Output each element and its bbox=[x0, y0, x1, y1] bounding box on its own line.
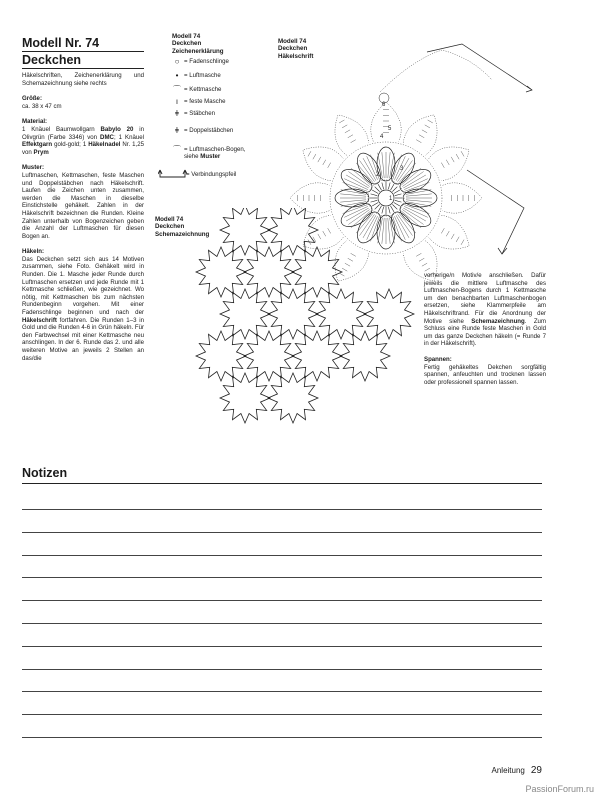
schema-motif-star bbox=[316, 289, 366, 339]
stitch-mark bbox=[422, 130, 427, 133]
schema-motif-star bbox=[292, 247, 342, 297]
star-point bbox=[429, 215, 469, 249]
haekeln-part: fortfahren. Die Runden 1–3 in Gold und die Runden 4-6 in Grün häkeln. Für den Farbwechsel mit einer Kettmasche neu anschlingen. In der 6. Runde das 2. und alle weiteren Motive an jeweils 2 Stellen an das/die bbox=[22, 316, 144, 362]
schema-motif-star bbox=[244, 331, 294, 381]
stitch-mark bbox=[351, 140, 356, 143]
stitch-mark bbox=[394, 190, 400, 194]
join-arrow-icon bbox=[427, 44, 532, 90]
chart-item: Deckchen bbox=[278, 45, 308, 53]
legend-row-luftmasche bbox=[170, 72, 221, 79]
muster-heading: Muster: bbox=[22, 164, 45, 172]
right-column bbox=[424, 272, 546, 386]
star-point bbox=[429, 147, 469, 181]
schema-model: Modell 74 bbox=[155, 216, 184, 223]
material-part: Nr. 1,25 von bbox=[22, 141, 144, 156]
item-rule bbox=[22, 68, 144, 69]
legend-label: = Verbindungspfeil bbox=[186, 171, 237, 178]
round-number: 6 bbox=[382, 102, 386, 108]
round-number: 5 bbox=[388, 126, 392, 132]
haekeln-part: Das Deckchen setzt sich aus 14 Motiven zusammen, siehe Foto. Gehäkelt wird in Runden. Die 1. Masche jeder Runde durch Luftmaschen ersetzen und jede Runde mit 1 Kettmasche schließen, wie gezeichnet. Wo nötig, mit Kettmaschen bis zum nächsten Rundenbeginn vorgehen. Mit einer Fadenschlinge beginnen und nach der bbox=[22, 255, 144, 317]
model-title: Modell Nr. 74 bbox=[22, 36, 100, 50]
note-line bbox=[22, 714, 542, 715]
schema-drawing bbox=[195, 208, 415, 436]
stitch-mark bbox=[395, 200, 402, 202]
material-part: ; 1 Knäuel bbox=[113, 133, 144, 141]
star-point bbox=[371, 102, 401, 141]
material-part: 1 Knäuel Baumwollgarn bbox=[22, 125, 101, 133]
material-heading: Material: bbox=[22, 118, 48, 126]
stitch-mark bbox=[360, 160, 375, 181]
star-point bbox=[335, 115, 369, 155]
hook-label: Häkelnadel bbox=[88, 141, 121, 149]
legend-item: Deckchen bbox=[172, 40, 202, 48]
round-number: 2 bbox=[376, 172, 380, 178]
material-part: in Olivgrün (Farbe 3346) von bbox=[22, 125, 144, 141]
join-arrow-icon bbox=[498, 248, 507, 254]
stitch-mark bbox=[388, 183, 390, 190]
haekeln-bold: Häkelschrift bbox=[22, 316, 57, 324]
double-crochet-icon: ǂ bbox=[174, 109, 180, 118]
join-text bbox=[424, 272, 546, 348]
stitch-mark bbox=[451, 234, 454, 239]
legend-label-line: = Luftmaschen-Bogen, bbox=[184, 146, 246, 153]
schema-title: Schemazeichnung bbox=[155, 230, 210, 238]
size-text: ca. 38 x 47 cm bbox=[22, 102, 62, 110]
schema-motif-star bbox=[220, 208, 270, 255]
schema-motif-star bbox=[364, 289, 414, 339]
schema-motif-star bbox=[220, 289, 270, 339]
star-point bbox=[303, 147, 343, 181]
yarn-name: Babylo 20 bbox=[100, 125, 134, 133]
legend-label: = Kettmasche bbox=[184, 86, 222, 93]
chain-ring-icon: ○ bbox=[174, 57, 180, 66]
stitch-mark bbox=[422, 263, 427, 266]
stitch-mark bbox=[375, 187, 380, 192]
schema-motif-star bbox=[268, 373, 318, 423]
stitch-mark bbox=[308, 151, 311, 156]
single-crochet-icon: ı bbox=[175, 97, 179, 106]
stitch-mark bbox=[372, 203, 378, 207]
stitch-mark bbox=[363, 158, 376, 181]
stitch-mark bbox=[340, 194, 366, 196]
stitch-mark bbox=[451, 157, 454, 162]
legend-label bbox=[184, 146, 246, 160]
stitch-mark bbox=[419, 258, 424, 261]
schema-motif-star bbox=[244, 247, 294, 297]
stitch-mark bbox=[371, 194, 378, 196]
legend-label: = Doppelstäbchen bbox=[184, 127, 234, 134]
star-point bbox=[443, 183, 482, 213]
brand-name: DMC bbox=[100, 133, 114, 141]
left-column bbox=[22, 36, 144, 362]
effect-yarn: Effektgarn bbox=[22, 141, 53, 149]
stitch-mark bbox=[371, 200, 378, 202]
stitch-mark bbox=[416, 253, 421, 256]
page-footer bbox=[492, 765, 542, 776]
stitch-mark bbox=[339, 120, 344, 123]
note-line bbox=[22, 691, 542, 692]
treble-crochet-icon: ǂ bbox=[174, 126, 180, 135]
legend-label: = Fadenschlinge bbox=[184, 58, 229, 65]
stitch-mark bbox=[446, 231, 449, 236]
legend-row-doppelstaebchen bbox=[170, 127, 233, 134]
stitch-mark bbox=[382, 152, 384, 178]
title-rule bbox=[22, 51, 144, 52]
stitch-mark bbox=[441, 228, 444, 233]
page-number: 29 bbox=[530, 765, 542, 776]
schema-motif-star bbox=[196, 331, 246, 381]
stitch-mark bbox=[419, 135, 424, 138]
spannen-text: Fertig gehäkeltes Dekchen sorgfältig spannen, anfeuchten und trocknen lassen oder professionell spannen lassen. bbox=[424, 363, 546, 386]
legend-row-verbindungspfeil bbox=[186, 171, 236, 178]
note-line bbox=[22, 509, 542, 510]
note-line bbox=[22, 623, 542, 624]
stitch-mark bbox=[461, 240, 464, 245]
stitch-mark bbox=[323, 160, 326, 165]
connector-arrow-icon bbox=[158, 168, 188, 184]
stitch-mark bbox=[382, 183, 384, 190]
stitch-mark bbox=[388, 152, 390, 178]
size-heading: Größe: bbox=[22, 95, 42, 103]
stitch-mark bbox=[428, 120, 433, 123]
stitch-mark bbox=[318, 157, 321, 162]
round-number: 1 bbox=[389, 196, 393, 202]
stitch-mark bbox=[313, 154, 316, 159]
slip-stitch-icon: ⌒ bbox=[173, 85, 181, 94]
stitch-mark bbox=[328, 163, 331, 168]
legend-row-fadenschlinge bbox=[170, 58, 229, 65]
schema-motif-star bbox=[196, 247, 246, 297]
legend-title: Zeichenerklärung bbox=[172, 47, 224, 55]
stitch-mark bbox=[425, 125, 430, 128]
schema-item: Deckchen bbox=[155, 223, 185, 231]
chain-stitch-icon: • bbox=[175, 71, 179, 80]
stitch-mark bbox=[378, 184, 382, 190]
note-line bbox=[22, 737, 542, 738]
stitch-mark bbox=[406, 200, 432, 202]
stitch-mark bbox=[416, 140, 421, 143]
stitch-mark bbox=[391, 184, 395, 190]
stitch-mark bbox=[348, 172, 369, 187]
chart-model: Modell 74 bbox=[278, 38, 307, 45]
stitch-mark bbox=[340, 200, 366, 202]
stitch-mark bbox=[446, 160, 449, 165]
schema-motif-star bbox=[292, 331, 342, 381]
stitch-mark bbox=[395, 194, 402, 196]
schema-link-word: Schemazeichnung bbox=[471, 317, 525, 325]
star-point bbox=[403, 115, 437, 155]
muster-link-word: Muster bbox=[200, 153, 221, 160]
stitch-mark bbox=[456, 237, 459, 242]
intro-text: Häkelschriften, Zeichenerklärung und Schemazeichnung siehe rechts bbox=[22, 72, 144, 87]
notes-rule bbox=[22, 483, 542, 484]
stitch-mark bbox=[403, 175, 426, 188]
schema-motif-star bbox=[340, 331, 390, 381]
chain-arch-icon: ⌒ bbox=[173, 145, 181, 154]
chart-title: Häkelschrift bbox=[278, 52, 314, 60]
join-arrow-icon bbox=[467, 170, 524, 254]
stitch-mark bbox=[441, 163, 444, 168]
round-number: 4 bbox=[380, 134, 384, 140]
material-text bbox=[22, 126, 144, 156]
footer-label: Anleitung bbox=[491, 766, 525, 775]
stitch-mark bbox=[456, 154, 459, 159]
stitch-mark bbox=[461, 151, 464, 156]
note-line bbox=[22, 669, 542, 670]
muster-text: Luftmaschen, Kettmaschen, feste Maschen und Doppelstäbchen nach Häkelschrift. Laufen die Zeichen unten zusammen, werden die Maschen in dieselbe Einstichstelle gehäkelt. Zahlen in der Häkelschrift bezeichnen die Runden. Kleine Zahlen unterhalb von Bogenzeichen geben die Anzahl der Luftmaschen für diesen Bogen an. bbox=[22, 171, 144, 240]
stitch-mark bbox=[394, 203, 400, 207]
legend-row-kettmasche bbox=[170, 86, 221, 93]
legend-label-line: siehe bbox=[184, 153, 201, 160]
stitch-mark bbox=[342, 125, 347, 128]
stitch-mark bbox=[345, 130, 350, 133]
note-line bbox=[22, 577, 542, 578]
stitch-mark bbox=[392, 187, 397, 192]
legend-label: = feste Masche bbox=[184, 98, 226, 105]
stitch-mark bbox=[346, 175, 369, 188]
legend-row-bogen bbox=[170, 146, 246, 160]
legend-row-feste-masche bbox=[170, 98, 226, 105]
round-number: 3 bbox=[400, 166, 404, 172]
join-part: vorherige/n Motiv/e anschließen. Dafür jeweils die mittlere Luftmasche des Luftmaschen-Bogens durch 1 Kettmasche um den benachbarten Luftmaschenbogen ersetzen, siehe Klammerpfeile am Häkelschriftrand. Für die Anordnung der Motive siehe bbox=[424, 272, 546, 325]
note-line bbox=[22, 532, 542, 533]
hook-brand: Prym bbox=[33, 148, 49, 156]
legend-model: Modell 74 bbox=[172, 33, 201, 40]
schema-motif-star bbox=[268, 208, 318, 255]
join-part: . Zum Schluss eine Runde feste Maschen in Gold um das ganze Deckchen häkeln (= Runde 7 in der Häkelschrift). bbox=[424, 317, 547, 348]
schema-motif-star bbox=[220, 373, 270, 423]
note-line bbox=[22, 646, 542, 647]
note-line bbox=[22, 600, 542, 601]
neighbour-motif bbox=[380, 50, 492, 92]
spannen-heading: Spannen: bbox=[424, 355, 452, 363]
notes-title: Notizen bbox=[22, 466, 68, 480]
stitch-mark bbox=[425, 268, 430, 271]
note-line bbox=[22, 555, 542, 556]
stitch-mark bbox=[372, 190, 378, 194]
item-name: Deckchen bbox=[22, 53, 82, 67]
stitch-mark bbox=[406, 194, 432, 196]
haekeln-heading: Häkeln: bbox=[22, 248, 45, 256]
stitch-mark bbox=[348, 135, 353, 138]
material-part: gold-gold; 1 bbox=[52, 141, 89, 149]
legend-row-staebchen bbox=[170, 110, 215, 117]
schema-motif-star bbox=[268, 289, 318, 339]
legend-label: = Luftmasche bbox=[184, 72, 221, 79]
watermark: PassionForum.ru bbox=[525, 784, 594, 794]
legend-label: = Stäbchen bbox=[184, 110, 216, 117]
haekeln-text bbox=[22, 256, 144, 362]
stitch-mark bbox=[402, 172, 423, 187]
